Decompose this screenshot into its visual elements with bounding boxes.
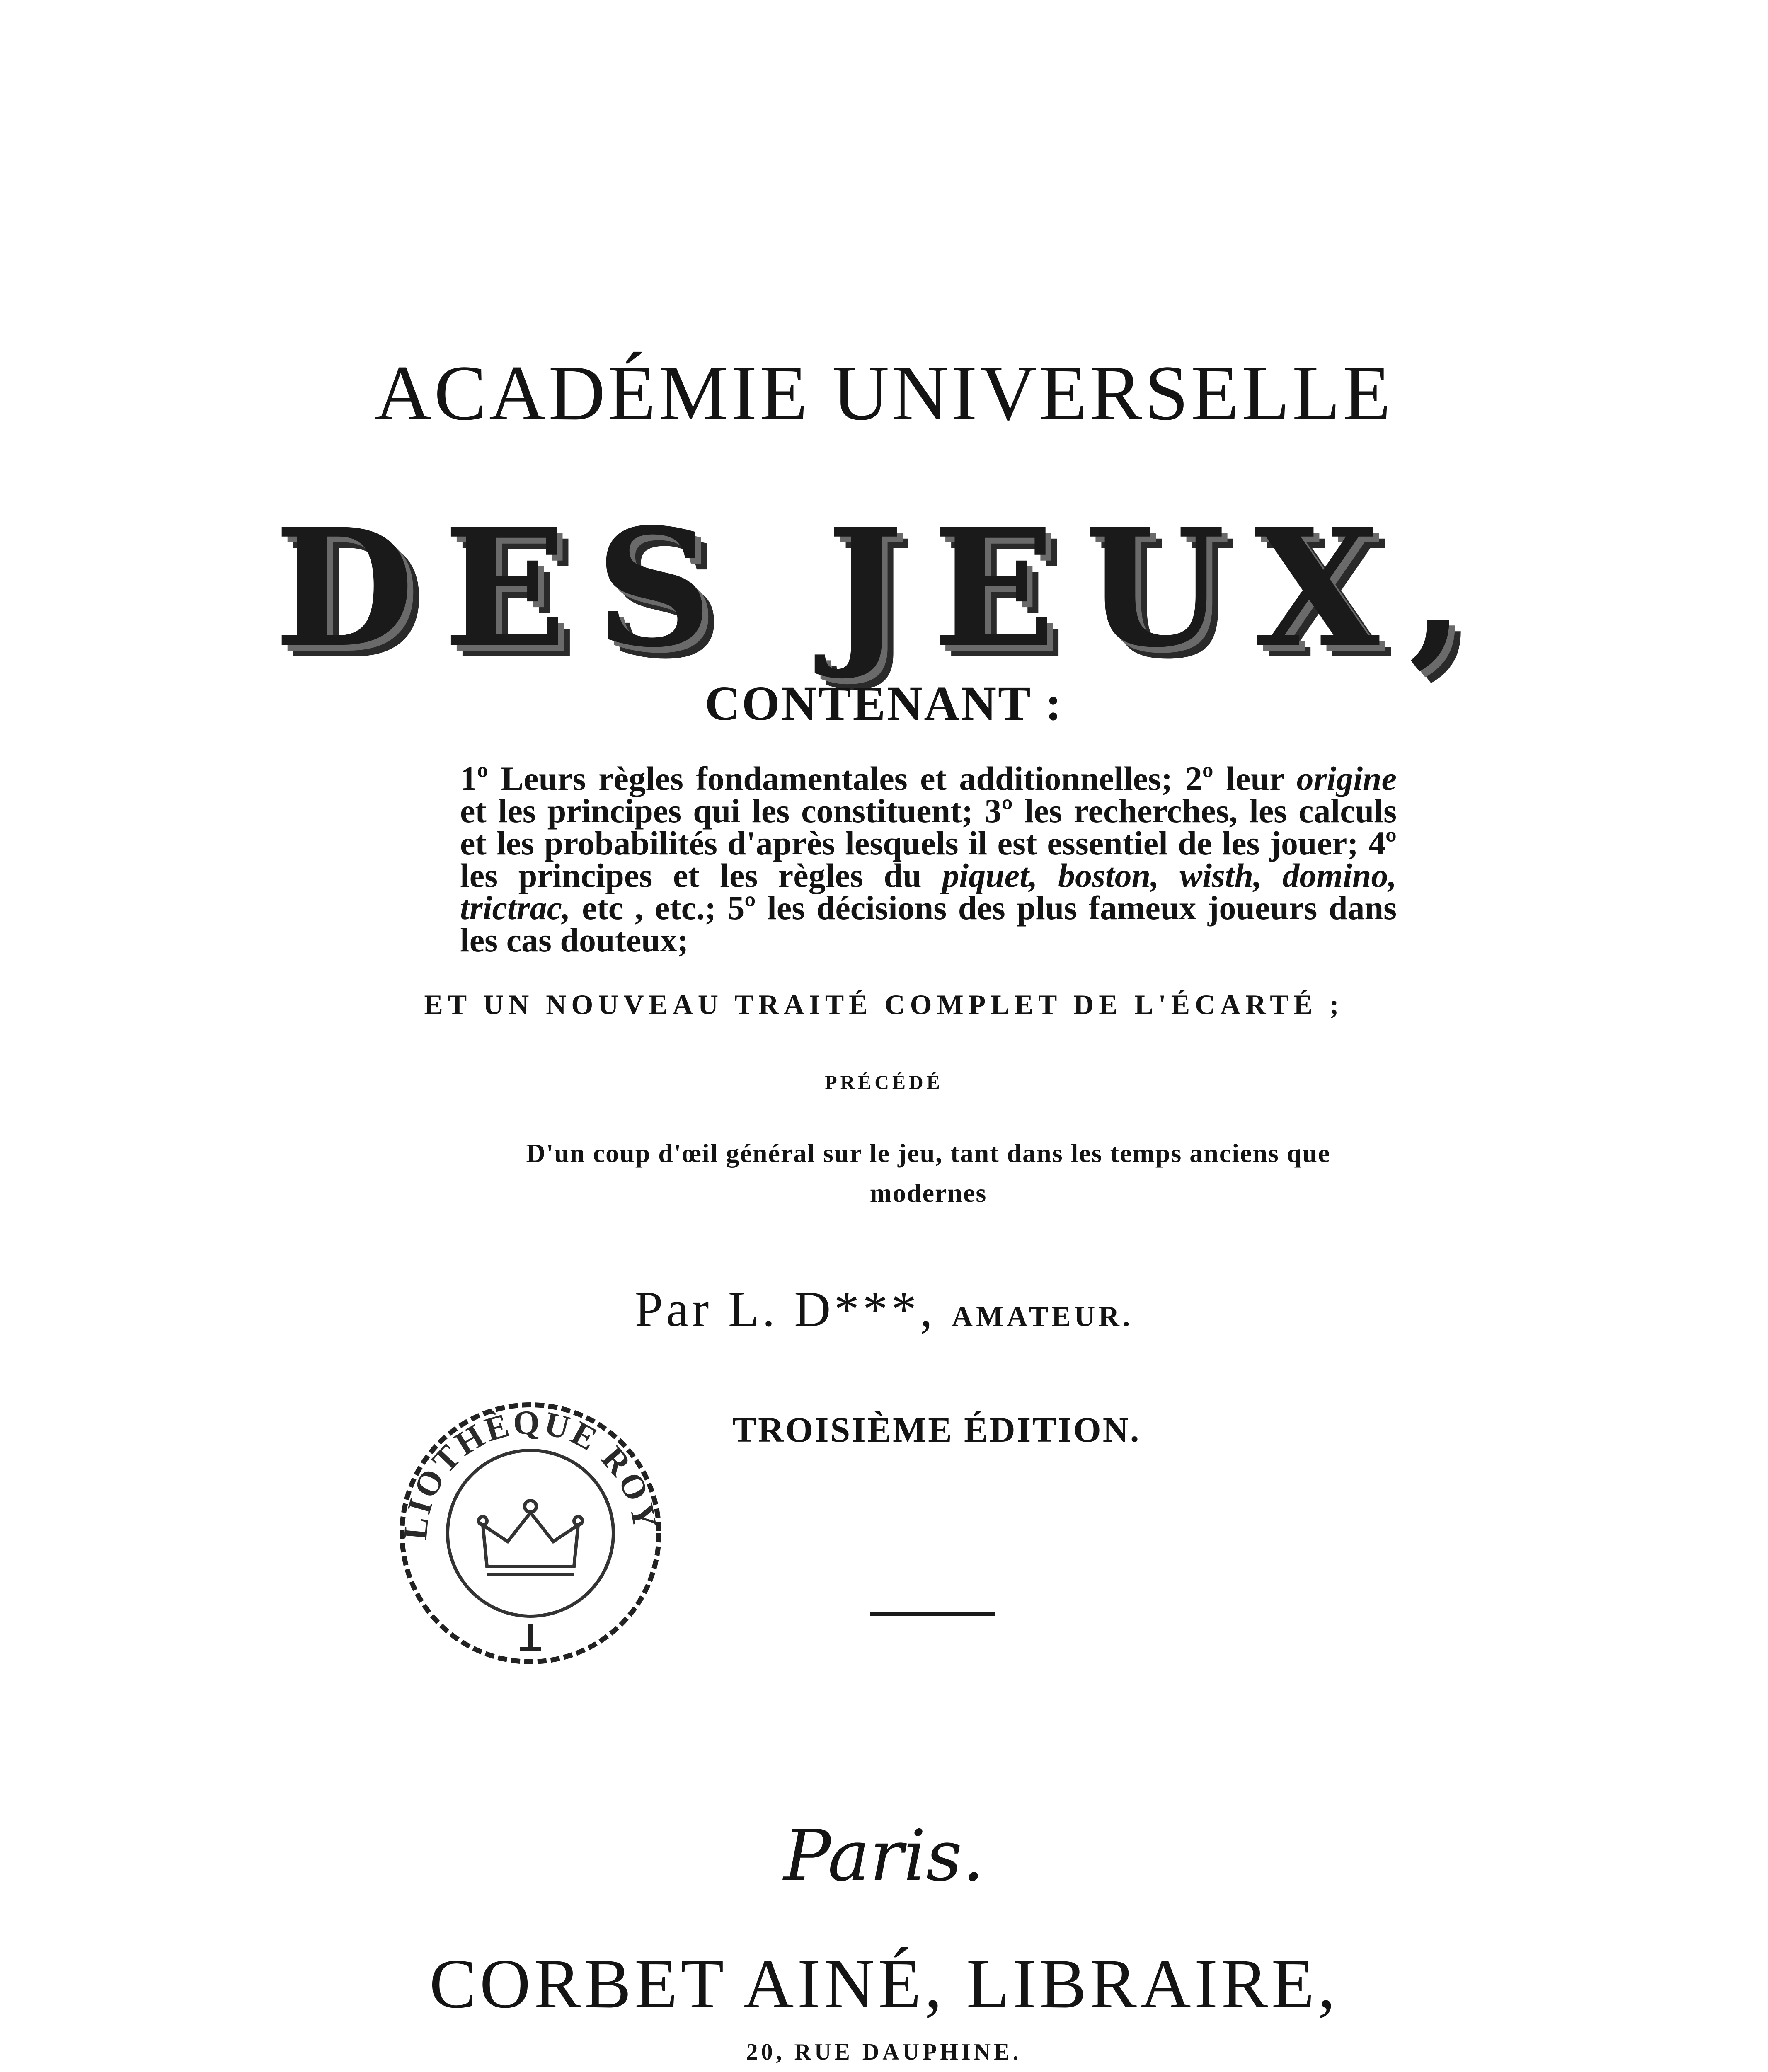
- imprint-place: Paris.: [783, 1815, 985, 1897]
- imprint-publisher: CORBET AINÉ, LIBRAIRE,: [429, 1945, 1339, 2023]
- contenant-heading: CONTENANT :: [705, 676, 1063, 731]
- title-top-line: ACADÉMIE UNIVERSELLE: [375, 350, 1393, 437]
- stamp-text: LIOTHÈQUE ROY: [396, 1403, 664, 1542]
- title-main: DES JEUX,: [274, 493, 1494, 683]
- author-role: AMATEUR.: [952, 1301, 1133, 1333]
- author-name: Par L. D***,: [635, 1281, 936, 1337]
- contents-part-2: et les principes qui les constituent; 3º les recherches, les calculs et les probabilités d'après lesquels il est essentiel de les jouer; 4º les principes et les règles du: [460, 792, 1397, 894]
- author-line: [0, 1280, 1768, 1339]
- contents-origine: origine: [1296, 760, 1397, 797]
- edition-label: TROISIÈME ÉDITION.: [732, 1410, 1141, 1450]
- treatise-line: ET UN NOUVEAU TRAITÉ COMPLET DE L'ÉCARTÉ ;: [424, 989, 1344, 1020]
- contents-paragraph: [460, 760, 1397, 959]
- imprint-address: 20, RUE DAUPHINE.: [746, 2039, 1022, 2065]
- contents-part-3: etc , etc.; 5º les décisions des plus fameux joueurs dans les cas douteux;: [460, 889, 1397, 959]
- library-stamp: [388, 1376, 673, 1674]
- precede-label: PRÉCÉDÉ: [825, 1072, 943, 1094]
- contents-part-1: 1º Leurs règles fondamentales et additionnelles; 2º leur: [460, 760, 1297, 797]
- glance-text: D'un coup d'œil général sur le jeu, tant dans les temps anciens que modernes: [526, 1138, 1331, 1208]
- contents-games: piquet, boston, wisth, domino, trictrac,: [460, 857, 1397, 927]
- ornament-rule: [870, 1612, 995, 1616]
- crown-stamp-icon: [388, 1376, 673, 1674]
